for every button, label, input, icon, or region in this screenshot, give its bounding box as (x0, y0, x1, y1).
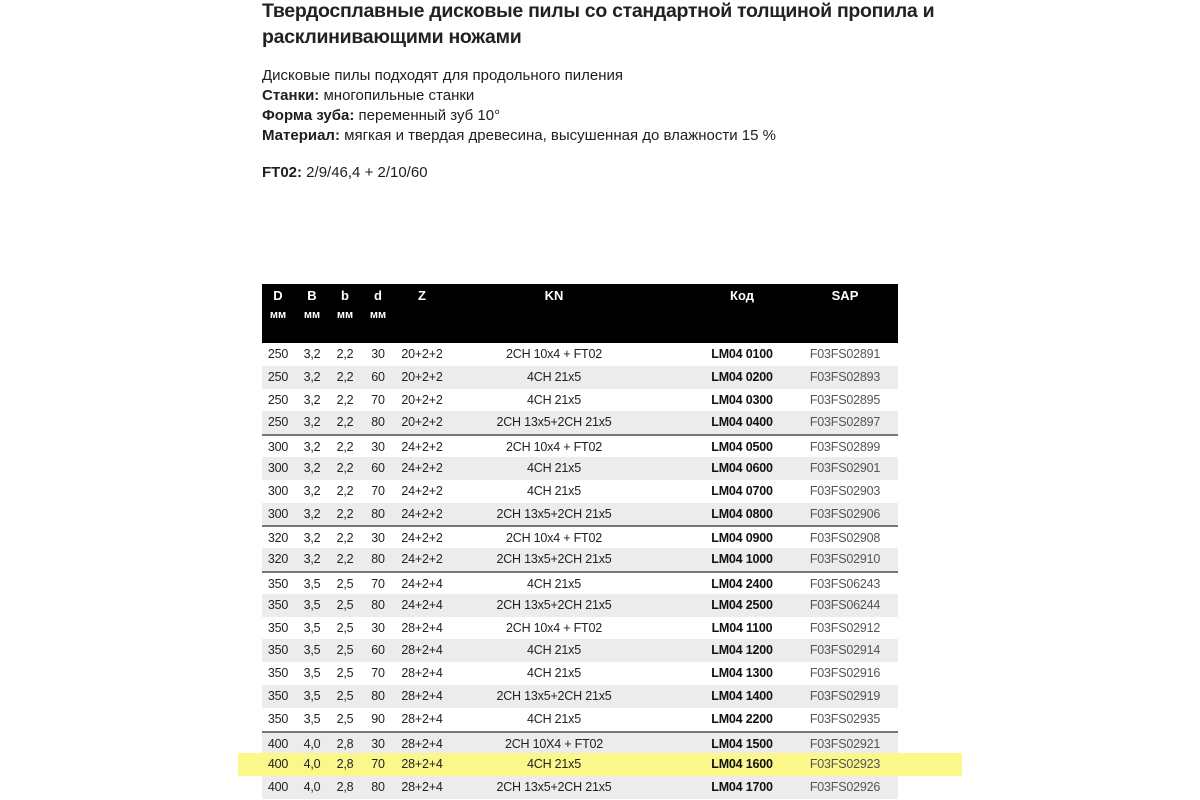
material-value: мягкая и твердая древесина, высушенная до влажности 15 % (339, 127, 777, 144)
cell-d-col: 300 (267, 460, 289, 475)
cell-kn-col: 4CH 21x5 (527, 392, 581, 407)
table-row (262, 639, 898, 662)
cell-b-col: 3,2 (303, 369, 321, 384)
cell-bb-col: 2,5 (336, 643, 354, 658)
cell-sap-col: F03FS02916 (809, 666, 881, 681)
cell-dd-col: 30 (371, 531, 385, 546)
cell-z-col: 28+2+4 (401, 688, 443, 703)
header-bb-col: b (341, 288, 349, 303)
cell-sap-col: F03FS02923 (809, 757, 881, 772)
cell-kod-col: LM04 0100 (711, 347, 773, 361)
cell-d-col: 400 (267, 780, 289, 795)
cell-kod-col: LM04 0800 (711, 506, 773, 521)
table-row (262, 617, 898, 640)
cell-kn-col: 4CH 21x5 (527, 643, 581, 658)
cell-kn-col: 2CH 10x4 + FT02 (505, 531, 603, 546)
cell-kod-col: LM04 2400 (711, 576, 773, 591)
header-unit: мм (269, 309, 287, 321)
cell-z-col: 20+2+2 (401, 369, 443, 384)
cell-dd-col: 80 (371, 688, 385, 703)
cell-sap-col: F03FS02910 (809, 552, 881, 567)
table-row (262, 503, 898, 526)
cell-kn-col: 2CH 13x5+2CH 21x5 (496, 597, 612, 612)
cell-dd-col: 80 (371, 506, 385, 521)
header-kn-col: KN (544, 288, 564, 303)
table-row (262, 548, 898, 571)
cell-bb-col: 2,2 (336, 460, 354, 475)
table-row (262, 594, 898, 617)
cell-z-col: 24+2+2 (401, 460, 443, 475)
cell-bb-col: 2,5 (336, 620, 354, 635)
table-row (262, 708, 898, 731)
cell-kod-col: LM04 0700 (711, 483, 773, 498)
description-text: Дисковые пилы подходят для продольного пиления (262, 67, 623, 84)
cell-b-col: 3,5 (303, 666, 321, 681)
cell-z-col: 24+2+2 (401, 440, 443, 455)
cell-kn-col: 2CH 13x5+2CH 21x5 (496, 780, 612, 795)
cell-bb-col: 2,2 (336, 369, 354, 384)
cell-bb-col: 2,8 (336, 780, 354, 795)
cell-sap-col: F03FS02935 (809, 711, 881, 726)
cell-kod-col: LM04 1100 (711, 620, 773, 635)
material-label: Материал: (262, 127, 340, 144)
cell-kn-col: 2CH 10x4 + FT02 (505, 620, 603, 635)
cell-d-col: 300 (267, 440, 289, 455)
table-row (238, 753, 962, 776)
cell-bb-col: 2,2 (336, 483, 354, 498)
cell-kn-col: 4CH 21x5 (527, 576, 581, 591)
cell-dd-col: 30 (371, 620, 385, 635)
cell-bb-col: 2,2 (336, 347, 354, 361)
cell-kod-col: LM04 1300 (711, 666, 773, 681)
cell-kod-col: LM04 1400 (711, 688, 773, 703)
cell-d-col: 400 (267, 736, 289, 751)
header-b-col: B (307, 288, 317, 303)
cell-z-col: 24+2+2 (401, 531, 443, 546)
cell-z-col: 28+2+4 (401, 643, 443, 658)
tooth-value: переменный зуб 10° (354, 107, 501, 124)
header-unit: мм (369, 309, 387, 321)
cell-b-col: 3,2 (303, 531, 321, 546)
cell-z-col: 24+2+2 (401, 506, 443, 521)
cell-kod-col: LM04 1500 (711, 736, 773, 751)
cell-z-col: 20+2+2 (401, 347, 443, 361)
cell-b-col: 3,2 (303, 552, 321, 567)
header-unit: мм (303, 309, 321, 321)
cell-kod-col: LM04 0300 (711, 392, 773, 407)
cell-d-col: 350 (267, 576, 289, 591)
cell-sap-col: F03FS02914 (809, 643, 881, 658)
cell-z-col: 24+2+2 (401, 483, 443, 498)
cell-sap-col: F03FS02926 (809, 780, 881, 795)
cell-z-col: 20+2+2 (401, 415, 443, 430)
table-row (262, 389, 898, 412)
cell-kn-col: 4CH 21x5 (527, 483, 581, 498)
cell-dd-col: 80 (371, 552, 385, 567)
cell-kn-col: 2CH 10X4 + FT02 (504, 736, 604, 751)
material-line (262, 126, 776, 146)
cell-d-col: 350 (267, 666, 289, 681)
cell-d-col: 350 (267, 620, 289, 635)
cell-b-col: 3,5 (303, 597, 321, 612)
cell-b-col: 3,2 (303, 415, 321, 430)
cell-dd-col: 80 (371, 415, 385, 430)
page-title (262, 0, 962, 50)
cell-kod-col: LM04 1000 (711, 552, 773, 567)
table-row (262, 731, 898, 754)
cell-bb-col: 2,5 (336, 688, 354, 703)
cell-kod-col: LM04 0400 (711, 415, 773, 430)
cell-d-col: 350 (267, 711, 289, 726)
cell-kod-col: LM04 1200 (711, 643, 773, 658)
cell-kn-col: 4CH 21x5 (527, 666, 581, 681)
cell-dd-col: 30 (371, 347, 385, 361)
table-header (262, 284, 898, 343)
table-row (262, 480, 898, 503)
cell-z-col: 24+2+4 (401, 597, 443, 612)
cell-d-col: 250 (267, 392, 289, 407)
cell-dd-col: 30 (371, 736, 385, 751)
header-z-col: Z (418, 288, 426, 303)
cell-sap-col: F03FS02906 (809, 506, 881, 521)
cell-d-col: 400 (267, 757, 289, 772)
header-sap-col: SAP (831, 288, 859, 303)
header-d-col: D (273, 288, 283, 303)
header-unit: мм (336, 309, 354, 321)
ft02-value: 2/9/46,4 + 2/10/60 (302, 164, 428, 181)
cell-kn-col: 4CH 21x5 (527, 757, 581, 772)
cell-kod-col: LM04 1700 (711, 780, 773, 795)
cell-z-col: 24+2+2 (401, 552, 443, 567)
cell-z-col: 28+2+4 (401, 736, 443, 751)
cell-bb-col: 2,5 (336, 711, 354, 726)
cell-d-col: 350 (267, 597, 289, 612)
cell-kn-col: 2CH 10x4 + FT02 (505, 440, 603, 455)
cell-dd-col: 70 (371, 483, 385, 498)
cell-sap-col: F03FS02895 (809, 392, 881, 407)
cell-z-col: 24+2+4 (401, 576, 443, 591)
cell-b-col: 3,2 (303, 347, 321, 361)
cell-kod-col: LM04 2200 (711, 711, 773, 726)
saw-table (262, 284, 898, 799)
cell-sap-col: F03FS06244 (809, 597, 881, 612)
tooth-line (262, 106, 776, 126)
title-line-1: Твердосплавные дисковые пилы со стандартной толщиной пропила и (262, 0, 935, 22)
cell-dd-col: 80 (371, 780, 385, 795)
cell-sap-col: F03FS02919 (809, 688, 881, 703)
cell-d-col: 300 (267, 506, 289, 521)
cell-b-col: 4,0 (303, 757, 321, 772)
cell-kn-col: 2CH 13x5+2CH 21x5 (496, 688, 612, 703)
cell-dd-col: 70 (371, 576, 385, 591)
cell-b-col: 3,2 (303, 460, 321, 475)
cell-d-col: 300 (267, 483, 289, 498)
cell-bb-col: 2,8 (336, 736, 354, 751)
cell-sap-col: F03FS06243 (809, 576, 881, 591)
cell-b-col: 3,5 (303, 643, 321, 658)
cell-z-col: 28+2+4 (401, 757, 443, 772)
cell-sap-col: F03FS02903 (809, 483, 881, 498)
cell-bb-col: 2,2 (336, 440, 354, 455)
cell-sap-col: F03FS02912 (809, 620, 881, 635)
cell-kn-col: 2CH 13x5+2CH 21x5 (496, 552, 612, 567)
table-row (262, 662, 898, 685)
cell-sap-col: F03FS02921 (809, 736, 881, 751)
cell-kod-col: LM04 0500 (711, 440, 773, 455)
cell-kod-col: LM04 2500 (711, 597, 773, 612)
cell-b-col: 3,5 (303, 688, 321, 703)
machines-value: многопильные станки (319, 87, 475, 104)
header-kod-col: Код (730, 288, 754, 303)
machines-line (262, 86, 776, 106)
cell-dd-col: 70 (371, 757, 385, 772)
cell-dd-col: 60 (371, 369, 385, 384)
cell-d-col: 250 (267, 369, 289, 384)
cell-sap-col: F03FS02899 (809, 440, 881, 455)
cell-bb-col: 2,2 (336, 531, 354, 546)
cell-b-col: 3,5 (303, 620, 321, 635)
table-row (262, 571, 898, 594)
cell-dd-col: 30 (371, 440, 385, 455)
product-info (262, 66, 776, 146)
cell-b-col: 3,5 (303, 576, 321, 591)
cell-bb-col: 2,2 (336, 506, 354, 521)
table-row (262, 343, 898, 366)
cell-kn-col: 4CH 21x5 (527, 369, 581, 384)
table-row (262, 776, 898, 799)
header-dd-col: d (374, 288, 382, 303)
cell-sap-col: F03FS02893 (809, 369, 881, 384)
cell-sap-col: F03FS02908 (809, 531, 881, 546)
ft02-label: FT02: (262, 164, 303, 181)
cell-bb-col: 2,5 (336, 597, 354, 612)
cell-kn-col: 2CH 10x4 + FT02 (505, 347, 603, 361)
cell-sap-col: F03FS02901 (809, 460, 881, 475)
cell-dd-col: 80 (371, 597, 385, 612)
cell-dd-col: 70 (371, 666, 385, 681)
cell-kod-col: LM04 1600 (711, 757, 773, 772)
table-row (262, 366, 898, 389)
cell-bb-col: 2,2 (336, 392, 354, 407)
cell-d-col: 320 (267, 552, 289, 567)
cell-kn-col: 4CH 21x5 (527, 711, 581, 726)
table-row (262, 411, 898, 434)
cell-kn-col: 2CH 13x5+2CH 21x5 (496, 415, 612, 430)
table-row (262, 434, 898, 457)
cell-bb-col: 2,5 (336, 666, 354, 681)
cell-dd-col: 60 (371, 460, 385, 475)
cell-dd-col: 70 (371, 392, 385, 407)
cell-kod-col: LM04 0900 (711, 531, 773, 546)
cell-z-col: 28+2+4 (401, 711, 443, 726)
cell-z-col: 28+2+4 (401, 620, 443, 635)
cell-kod-col: LM04 0600 (711, 460, 773, 475)
tooth-label: Форма зуба: (262, 107, 355, 124)
cell-b-col: 4,0 (303, 780, 321, 795)
machines-label: Станки: (262, 87, 320, 104)
cell-dd-col: 60 (371, 643, 385, 658)
cell-b-col: 4,0 (303, 736, 321, 751)
cell-sap-col: F03FS02897 (809, 415, 881, 430)
cell-sap-col: F03FS02891 (809, 347, 881, 361)
cell-b-col: 3,2 (303, 483, 321, 498)
title-line-2: расклинивающими ножами (262, 26, 522, 48)
cell-z-col: 28+2+4 (401, 780, 443, 795)
cell-b-col: 3,2 (303, 506, 321, 521)
cell-bb-col: 2,2 (336, 552, 354, 567)
cell-d-col: 250 (267, 347, 289, 361)
cell-kn-col: 2CH 13x5+2CH 21x5 (496, 506, 612, 521)
cell-z-col: 20+2+2 (401, 392, 443, 407)
cell-bb-col: 2,8 (336, 757, 354, 772)
cell-kod-col: LM04 0200 (711, 369, 773, 384)
table-row (262, 457, 898, 480)
cell-d-col: 350 (267, 643, 289, 658)
cell-b-col: 3,2 (303, 392, 321, 407)
table-body (262, 343, 898, 799)
cell-dd-col: 90 (371, 711, 385, 726)
cell-kn-col: 4CH 21x5 (527, 460, 581, 475)
cell-b-col: 3,2 (303, 440, 321, 455)
table-row (262, 685, 898, 708)
cell-z-col: 28+2+4 (401, 666, 443, 681)
cell-d-col: 250 (267, 415, 289, 430)
cell-bb-col: 2,2 (336, 415, 354, 430)
cell-d-col: 350 (267, 688, 289, 703)
cell-d-col: 320 (267, 531, 289, 546)
cell-bb-col: 2,5 (336, 576, 354, 591)
table-row (262, 525, 898, 548)
cell-b-col: 3,5 (303, 711, 321, 726)
ft02-line (262, 163, 428, 183)
